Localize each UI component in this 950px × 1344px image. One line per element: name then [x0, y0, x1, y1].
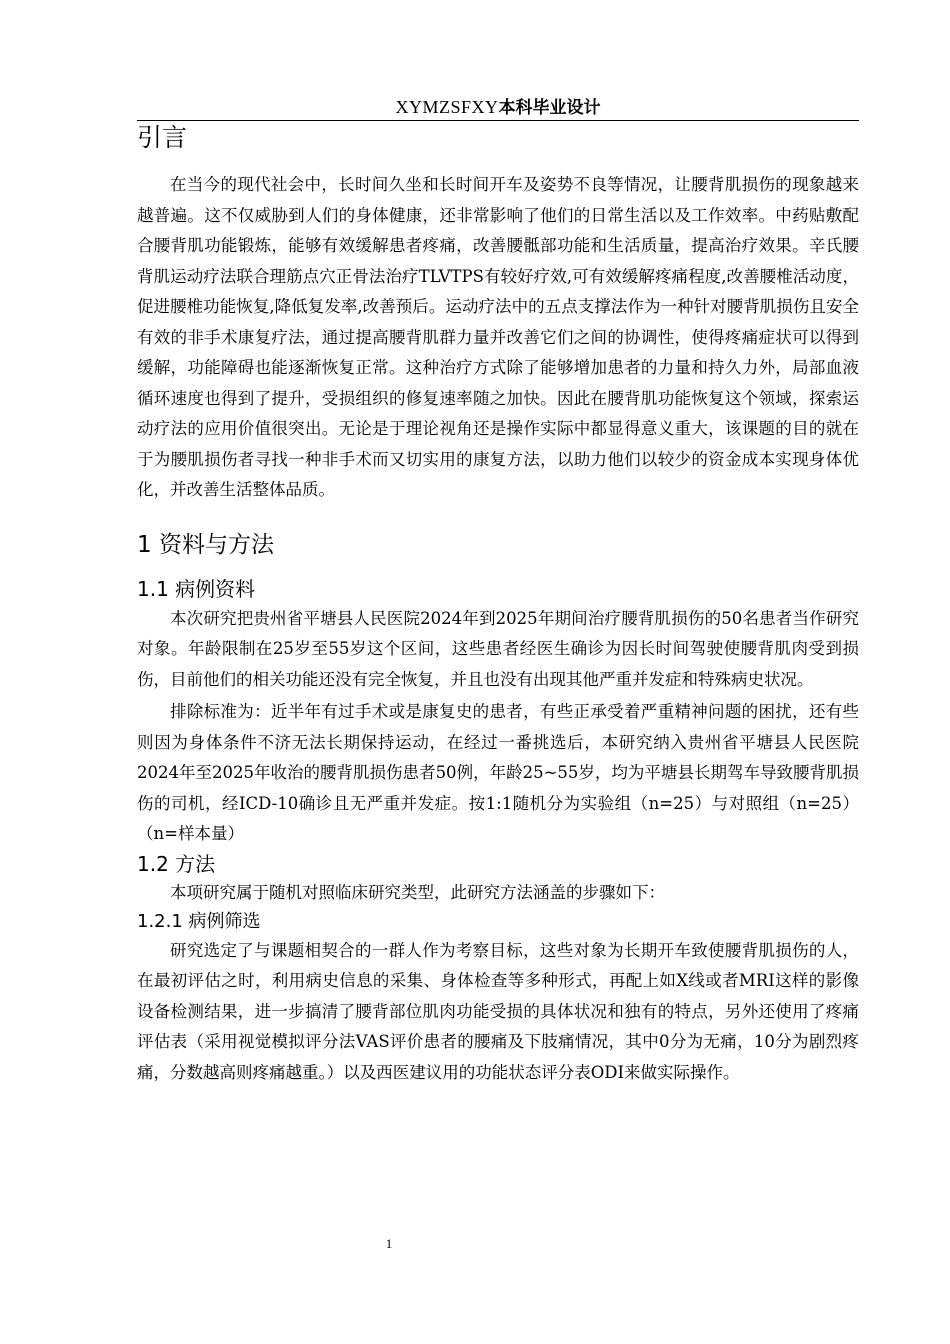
subsection-heading-methods: 1.2 方法 — [137, 851, 216, 876]
header-title: 本科毕业设计 — [498, 98, 601, 118]
case-screening-paragraph: 研究选定了与课题相契合的一群人作为考察目标，这些对象为长期开车致使腰背肌损伤的人，在最初评估之时，利用病史信息的采集、身体检查等多种形式，再配上如X线或者MRI这样的影像设备检测结果，进一步搞清了腰背部位肌肉功能受损的具体状况和独有的特点，另外还使用了疼痛评估表（采用视觉模拟评分法VAS评价患者的腰痛及下肢痛情况，其中0分为无痛，10分为剧烈疼痛，分数越高则疼痛越重。）以及西医建议用的功能状态评分表ODI来做实际操作。 — [137, 940, 859, 1082]
intro-paragraph: 在当今的现代社会中，长时间久坐和长时间开车及姿势不良等情况，让腰背肌损伤的现象越来越普遍。这不仅威胁到人们的身体健康，还非常影响了他们的日常生活以及工作效率。中药贴敷配合腰背肌功能锻炼，能够有效缓解患者疼痛，改善腰骶部功能和生活质量，提高治疗效果。辛氏腰背肌运动疗法联合理筋点穴正骨法治疗TLVTPS有较好疗效,可有效缓解疼痛程度,改善腰椎活动度，促进腰椎功能恢复,降低复发率,改善预后。运动疗法中的五点支撑法作为一种针对腰背肌损伤且安全有效的非手术康复疗法，通过提高腰背肌群力量并改善它们之间的协调性，使得疼痛症状可以得到缓解，功能障碍也能逐渐恢复正常。这种治疗方式除了能够增加患者的力量和持久力外，局部血液循环速度也得到了提升，受损组织的修复速率随之加快。因此在腰背肌功能恢复这个领域，探索运动疗法的应用价值很突出。无论是于理论视角还是操作实际中都显得意义重大，该课题的目的就在于为腰肌损伤者寻找一种非手术而又切实用的康复方法，以助力他们以较少的资金成本实现身体优化，并改善生活整体品质。 — [137, 175, 859, 499]
section-heading-materials-methods: 1 资料与方法 — [137, 531, 274, 558]
methods-paragraph: 本项研究属于随机对照临床研究类型，此研究方法涵盖的步骤如下： — [170, 882, 665, 902]
exclusion-criteria-paragraph: 排除标准为：近半年有过手术或是康复史的患者，有些正承受着严重精神问题的困扰，还有些则因为身体条件不济无法长期保持运动，在经过一番挑选后，本研究纳入贵州省平塘县人民医院2024年至2025年收治的腰背肌损伤患者50例，年龄25~55岁，均为平塘县长期驾车导致腰背肌损伤的司机，经ICD-10确诊且无严重并发症。按1:1随机分为实验组（n=25）与对照组（n=25）（n=样本量） — [137, 702, 859, 843]
subsubsection-heading-case-screening: 1.2.1 病例筛选 — [137, 910, 261, 932]
case-data-paragraph: 本次研究把贵州省平塘县人民医院2024年到2025年期间治疗腰背肌损伤的50名患者当作研究对象。年龄限制在25岁至55岁这个区间，这些患者经医生确诊为因长时间驾驶使腰背肌肉受到损伤，目前他们的相关功能还没有完全恢复，并且也没有出现其他严重并发症和特殊病史状况。 — [137, 608, 859, 689]
subsection-heading-case-data: 1.1 病例资料 — [137, 576, 256, 601]
intro-heading: 引言 — [137, 123, 188, 152]
page-header — [137, 94, 859, 121]
page-content — [137, 120, 859, 1088]
page-number: 1 — [385, 1236, 393, 1251]
header-code: XYMZSFXY — [395, 97, 499, 117]
